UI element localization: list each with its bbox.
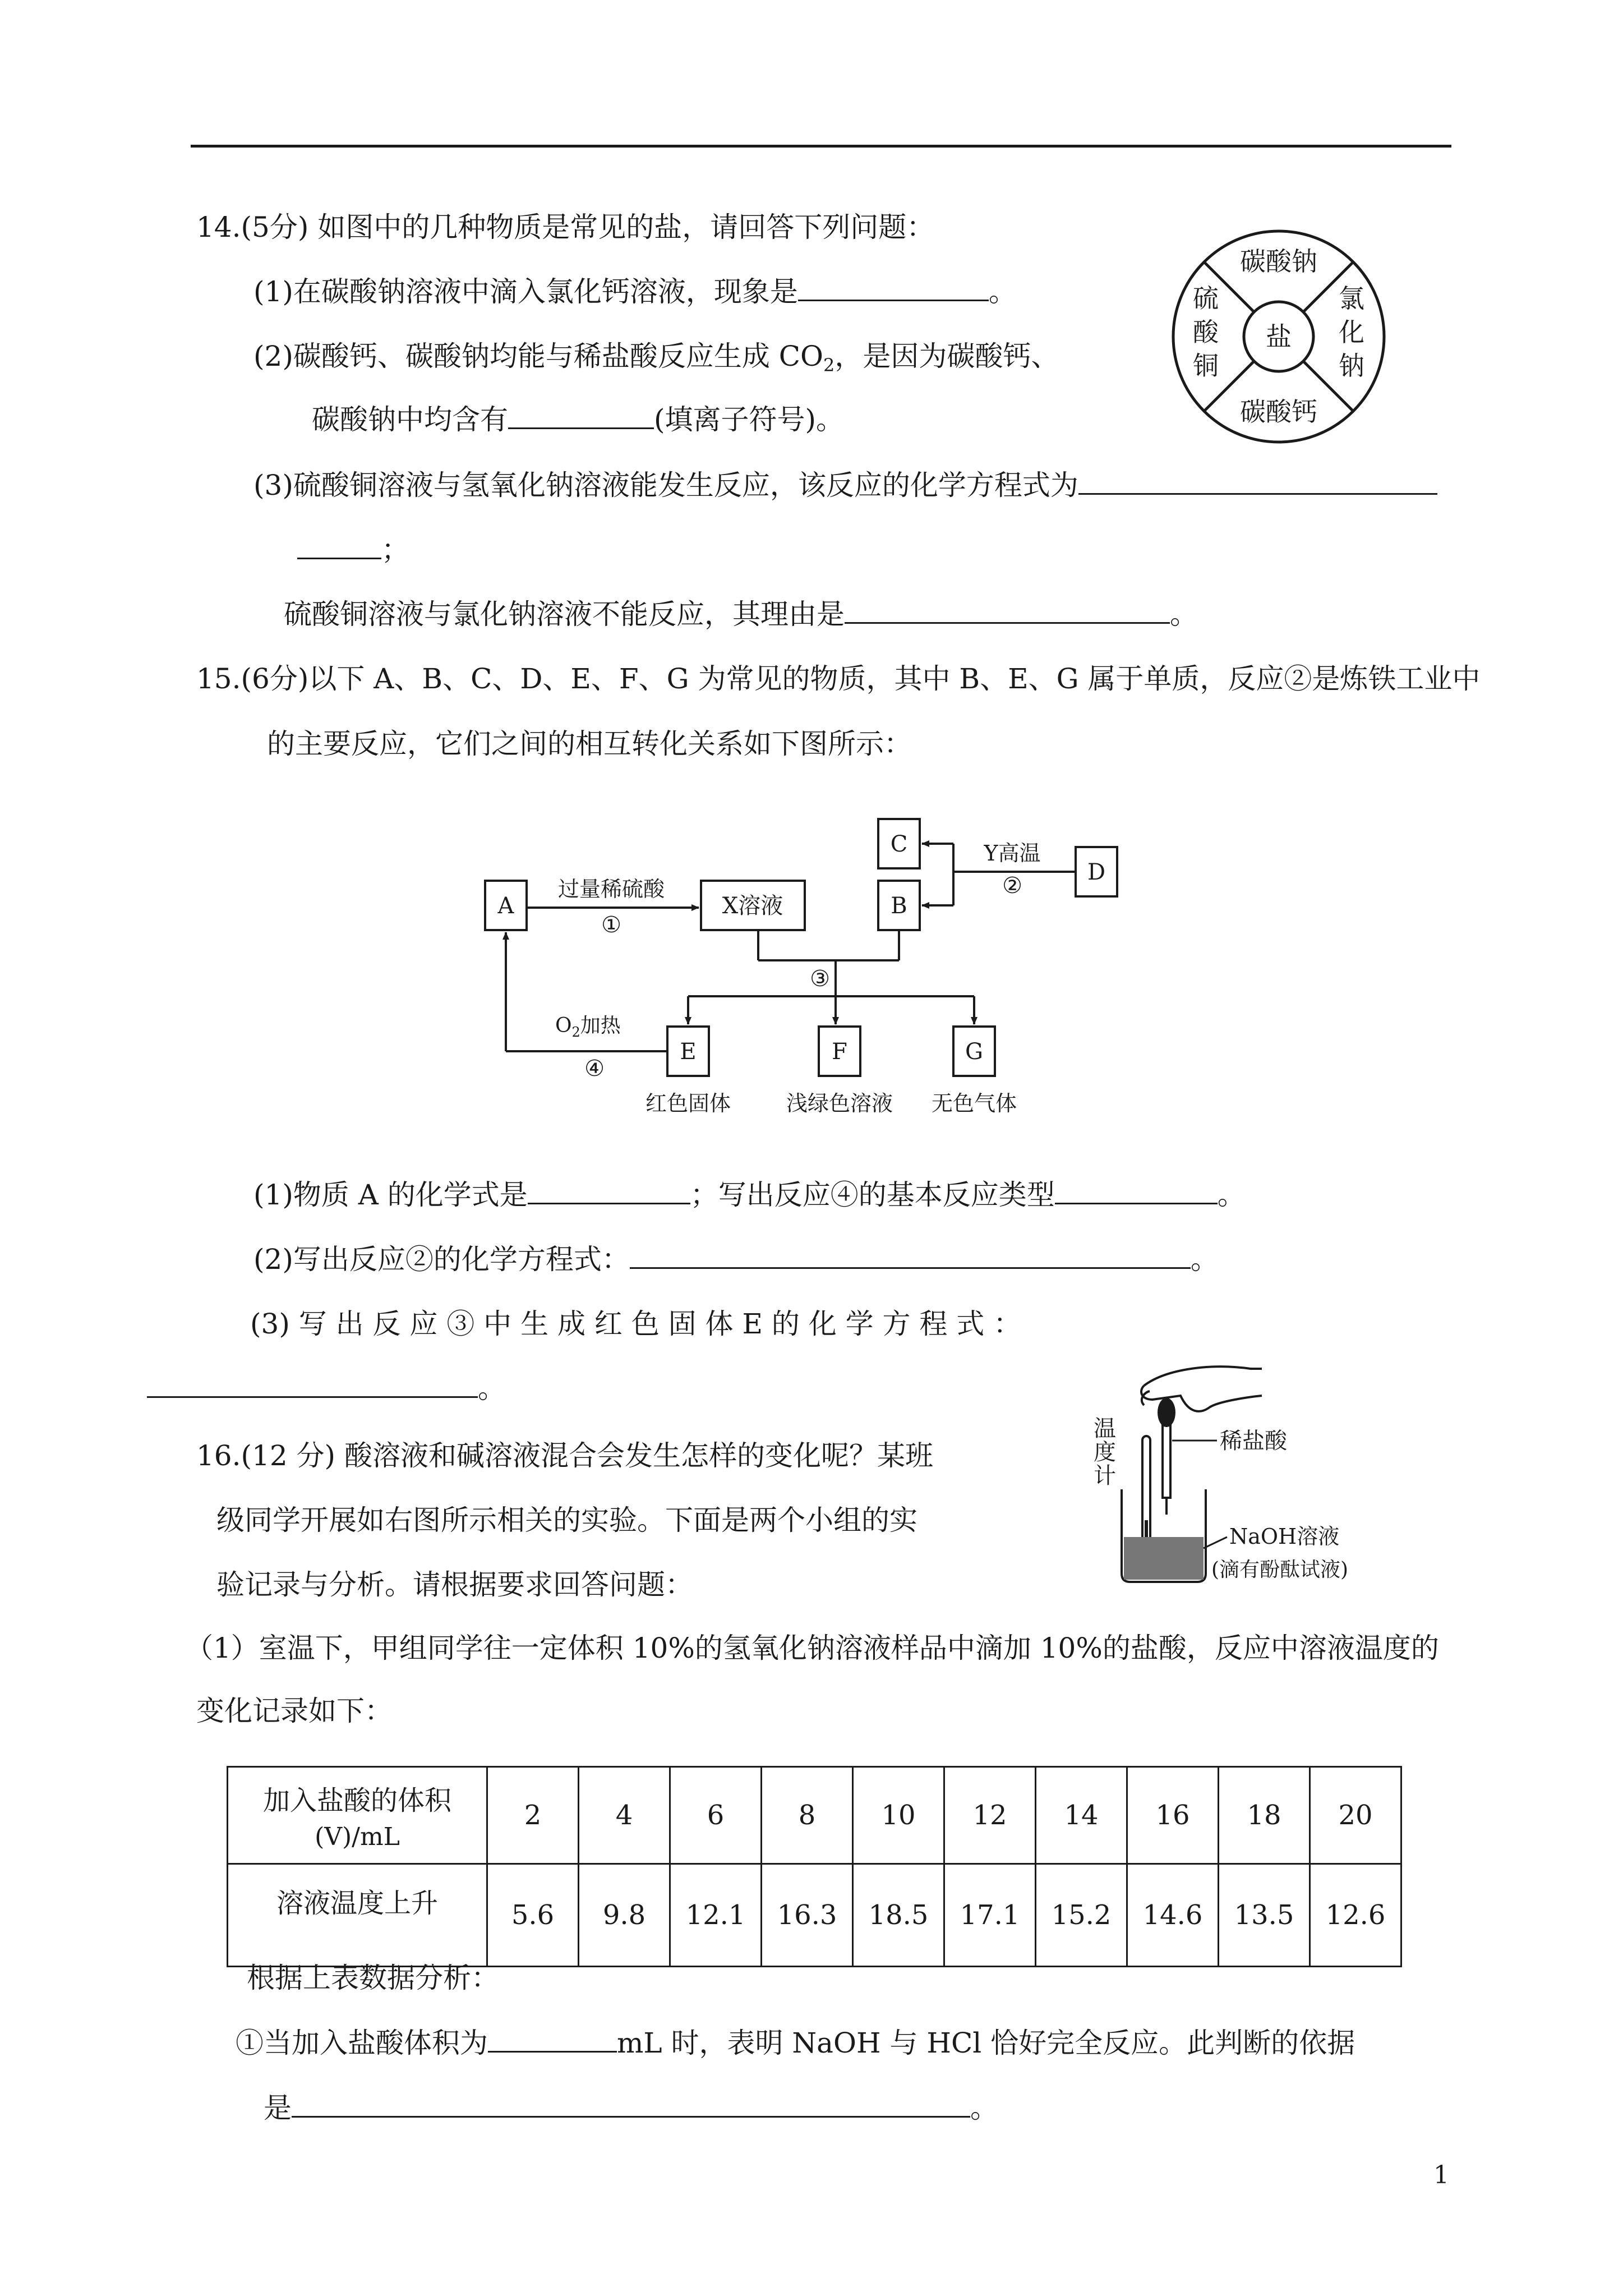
temperature-cell: 17.1 (944, 1864, 1036, 1967)
salt-left-label-1: 硫 (1193, 283, 1219, 314)
q14-part3c-end: 。 (1170, 598, 1198, 631)
node-a-label: A (497, 893, 514, 919)
q14-part3c (284, 597, 1198, 631)
node-g-label: G (965, 1039, 983, 1065)
q14-answer-blank-4[interactable] (845, 597, 1170, 624)
q14-part3-text: (3)硫酸铜溶液与氢氧化钠溶液能发生反应，该反应的化学方程式为 (253, 469, 1078, 501)
q14-answer-blank-3[interactable] (1078, 468, 1437, 495)
q15-part3: (3) 写 出 反 应 ③ 中 生 成 红 色 固 体 E 的 化 学 方 程 式 ： (250, 1308, 1022, 1340)
reaction-flow-diagram (471, 808, 1133, 1133)
q14-answer-blank-3b[interactable] (297, 533, 381, 559)
dropper-tube (1163, 1425, 1170, 1498)
reaction-1-label: 过量稀硫酸 (557, 877, 665, 901)
q16-title: 16.(12 分) 酸溶液和碱溶液混合会发生怎样的变化呢？某班 (196, 1439, 933, 1472)
naoh-sub-label: (滴有酚酞试液) (1211, 1558, 1349, 1581)
q14-title: 14.(5分) 如图中的几种物质是常见的盐，请回答下列问题： (196, 211, 935, 243)
volume-cell: 12 (944, 1767, 1036, 1864)
volume-cell: 18 (1219, 1767, 1310, 1864)
q15-answer-blank-3[interactable] (630, 1243, 1191, 1269)
salt-bottom-label: 碳酸钙 (1240, 397, 1317, 427)
q14-part3b (297, 533, 409, 567)
node-e-label: E (680, 1039, 697, 1065)
reaction-4-label-o: $O_2$加热 (555, 1014, 621, 1040)
node-d-label: D (1087, 859, 1106, 885)
q16-line3: 验记录与分析。请根据要求回答问题： (216, 1568, 693, 1601)
q15-part2 (253, 1243, 1219, 1276)
volume-cell: 8 (762, 1767, 853, 1864)
q16-q1-text: ①当加入盐酸体积为 (236, 2027, 488, 2059)
temperature-cell: 12.6 (1310, 1864, 1401, 1967)
reaction-1-number: ① (601, 912, 621, 938)
q14-part2 (253, 339, 1059, 382)
q16-answer-blank-2[interactable] (292, 2091, 970, 2118)
q16-part1-line1: （1）室温下，甲组同学往一定体积 10%的氢氧化钠溶液样品中滴加 10%的盐酸，反应中溶液温度的 (185, 1632, 1439, 1664)
volume-cell: 10 (853, 1767, 944, 1864)
node-c-label: C (890, 831, 908, 857)
q15-part1-text: (1)物质 A 的化学式是 (253, 1179, 528, 1211)
f-description: 浅绿色溶液 (786, 1091, 893, 1116)
q15-part3b-end: 。 (478, 1372, 506, 1405)
q15-answer-blank-2[interactable] (1055, 1178, 1218, 1204)
temperature-cell: 13.5 (1219, 1864, 1310, 1967)
temperature-cell: 15.2 (1036, 1864, 1127, 1967)
q14-part1-end: 。 (988, 275, 1017, 308)
q14-part1-text: (1)在碳酸钠溶液中滴入氯化钙溶液，现象是 (253, 275, 798, 308)
volume-cell: 16 (1127, 1767, 1219, 1864)
volume-cell: 4 (579, 1767, 670, 1864)
header-rule (191, 145, 1451, 148)
e-description: 红色固体 (645, 1091, 731, 1116)
q16-analysis: 根据上表数据分析： (247, 1962, 499, 1994)
naoh-label: NaOH溶液 (1229, 1524, 1340, 1549)
table-row-temperature (228, 1864, 1401, 1967)
q14-part2b-end: (填离子符号)。 (654, 403, 845, 436)
thermo-label-1: 温 (1094, 1416, 1116, 1442)
temperature-cell: 18.5 (853, 1864, 944, 1967)
q16-part1-line2: 变化记录如下： (196, 1695, 393, 1727)
node-b-label: B (891, 893, 907, 919)
q14-co2-subscript: 2 (823, 355, 835, 376)
q16-q1b-text: 是 (264, 2092, 292, 2124)
temperature-cell: 16.3 (762, 1864, 853, 1967)
q14-part2-text: (2)碳酸钙、碳酸钠均能与稀盐酸反应生成 CO (253, 340, 823, 372)
q14-part2b (312, 403, 844, 436)
salt-left-label-2: 酸 (1193, 317, 1219, 347)
q15-part3b (147, 1372, 506, 1405)
thermo-label-3: 计 (1094, 1463, 1116, 1489)
page-number: 1 (1433, 2161, 1449, 2189)
salt-left-label-3: 铜 (1193, 351, 1219, 381)
q14-answer-blank-2[interactable] (508, 403, 654, 429)
q15-title2: 的主要反应，它们之间的相互转化关系如下图所示： (267, 728, 912, 760)
thermo-label-2: 度 (1094, 1439, 1116, 1465)
q16-q1 (236, 2026, 1355, 2060)
q15-part1-mid: ；写出反应④的基本反应类型 (690, 1179, 1055, 1211)
q15-part1 (253, 1178, 1246, 1212)
volume-cell: 20 (1310, 1767, 1401, 1864)
salt-right-label-1: 氯 (1339, 283, 1364, 314)
row-header-volume (228, 1767, 487, 1864)
q15-title: 15.(6分)以下 A、B、C、D、E、F、G 为常见的物质，其中 B、E、G 属于单质，反应②是炼铁工业中 (196, 662, 1481, 695)
q15-part1-end: 。 (1217, 1179, 1246, 1211)
salt-right-label-3: 钠 (1339, 351, 1364, 381)
reaction-3-number: ③ (810, 966, 830, 992)
titration-figure (1082, 1352, 1430, 1610)
q15-part2-end: 。 (1190, 1243, 1219, 1276)
naoh-solution (1124, 1537, 1204, 1580)
temperature-table (227, 1766, 1402, 1967)
q14-part3c-text: 硫酸铜溶液与氯化钠溶液不能反应，其理由是 (284, 598, 845, 631)
q16-q1-mid: mL 时，表明 NaOH 与 HCl 恰好完全反应。此判断的依据 (617, 2027, 1355, 2059)
hand-outline (1144, 1366, 1262, 1386)
g-description: 无色气体 (931, 1091, 1017, 1116)
reaction-2-label: Y高温 (984, 841, 1041, 866)
q14-answer-blank-1[interactable] (798, 275, 989, 301)
q14-part3b-end: ； (381, 533, 409, 566)
salt-circle-figure (1166, 224, 1391, 449)
q16-q1b (264, 2091, 998, 2125)
row-header-temperature: 溶液温度上升 (228, 1864, 487, 1967)
row-header-volume-text: 加入盐酸的体积 (262, 1785, 451, 1816)
salt-right-label-2: 化 (1339, 317, 1364, 347)
reaction-4-number: ④ (584, 1056, 605, 1082)
temperature-cell: 5.6 (487, 1864, 579, 1967)
node-x-label: X溶液 (722, 893, 783, 919)
temperature-cell: 12.1 (670, 1864, 762, 1967)
q15-answer-blank-4[interactable] (147, 1372, 478, 1398)
salt-center-label: 盐 (1266, 321, 1292, 352)
q14-part3 (253, 468, 1437, 502)
dropper-bulb (1158, 1398, 1175, 1427)
temperature-cell: 9.8 (579, 1864, 670, 1967)
q14-part2b-text: 碳酸钠中均含有 (312, 403, 508, 436)
volume-cell: 2 (487, 1767, 579, 1864)
salt-top-label: 碳酸钠 (1240, 246, 1317, 277)
q14-part2-tail: ，是因为碳酸钙、 (834, 340, 1059, 372)
q14-part1 (253, 275, 1017, 309)
q16-q1b-end: 。 (970, 2092, 998, 2124)
volume-cell: 14 (1036, 1767, 1127, 1864)
node-f-label: F (832, 1039, 847, 1065)
volume-cell: 6 (670, 1767, 762, 1864)
q16-answer-blank-1[interactable] (488, 2026, 617, 2053)
q15-answer-blank-1[interactable] (528, 1178, 690, 1204)
q15-part2-text: (2)写出反应②的化学方程式： (253, 1243, 630, 1276)
row-header-volume-unit: (V)/mL (315, 1823, 400, 1851)
q16-line2: 级同学开展如右图所示相关的实验。下面是两个小组的实 (216, 1504, 917, 1536)
table-row-volume (228, 1767, 1401, 1864)
temperature-cell: 14.6 (1127, 1864, 1219, 1967)
acid-label: 稀盐酸 (1220, 1428, 1287, 1454)
reaction-2-number: ② (1002, 873, 1022, 899)
